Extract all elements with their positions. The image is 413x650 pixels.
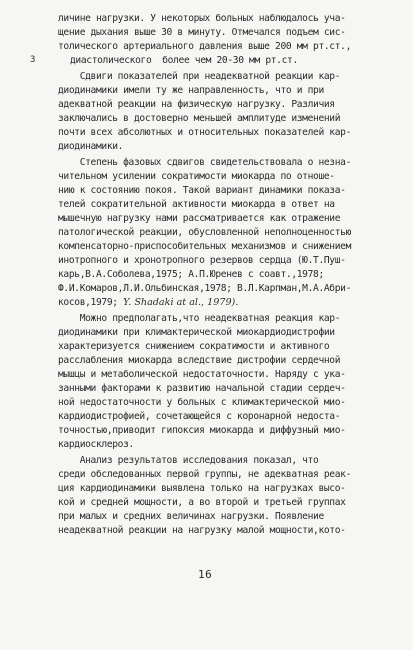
text-line: чительном усилении сократимости миокарда по отноше-: [58, 171, 335, 182]
text-line: телей сократительной активности миокарда в ответ на: [58, 199, 335, 210]
text-line: почти всех абсолютных и относительных показателей кар-: [58, 127, 352, 138]
text-line: ной недостаточности у больных с климактерической мио-: [58, 397, 346, 408]
text-line: диодинамики при климактерической миокардиодистрофии: [58, 327, 335, 338]
text-line: Сдвиги показателей при неадекватной реакции кар-: [58, 71, 341, 82]
text-line: инотропного и хронотропного резервов сердца (Ю.Т.Пуш-: [58, 255, 346, 266]
text-line: компенсаторно-приспособительных механизмов и снижением: [58, 241, 352, 252]
text-line: неадекватной реакции на нагрузку малой мощности,кото-: [58, 525, 346, 536]
text-line: кардиосклероз.: [58, 439, 134, 450]
page-number: 16: [198, 568, 213, 581]
text-line: патологической реакции, обусловленной неполноценностью: [58, 227, 352, 238]
text-line: личине нагрузки. У некоторых больных наблюдалось уча-: [58, 13, 346, 24]
text-line: диодинамики.: [58, 141, 124, 152]
text-line: занными факторами к развитию начальной стадии сердеч-: [58, 383, 346, 394]
text-line: ция кардиодинамики выявлена только на нагрузках высо-: [58, 483, 346, 494]
text-line: диастолического более чем 20-30 мм рт.ст.: [70, 55, 298, 66]
text-fragment: косов,1979;: [58, 297, 124, 308]
text-line: Степень фазовых сдвигов свидетельствовала о незна-: [58, 157, 352, 168]
text-line: Ф.И.Комаров,Л.И.Ольбинская,1978; В.Л.Карпман,М.А.Абри-: [58, 283, 352, 294]
text-line: мышечную нагрузку нами рассматривается как отражение: [58, 213, 341, 224]
handwritten-insert: Y. Shadaki at al., 1979).: [123, 297, 239, 308]
text-line: щение дыхания выше 30 в минуту. Отмечался подъем сис-: [58, 27, 346, 38]
text-line: среди обследованных первой группы, не адекватная реак-: [58, 469, 352, 480]
text-line: мышцы и метаболической недостаточности. Наряду с ука-: [58, 369, 346, 380]
text-line: карь,В.А.Соболева,1975; А.П.Юренев с соавт.,1978;: [58, 269, 324, 280]
text-line: заключались в достоверно меньшей амплитуде изменений: [58, 113, 341, 124]
text-line: толического артериального давления выше 200 мм рт.ст.,: [58, 41, 352, 52]
text-line: диодинамики имели ту же направленность, что и при: [58, 85, 324, 96]
text-line: точностью,приводит гипоксия миокарда и диффузный мио-: [58, 425, 346, 436]
text-line: кардиодистрофией, сочетающейся с коронарной недоста-: [58, 411, 341, 422]
text-line: расслабления миокарда вследствие дистрофии сердечной: [58, 355, 341, 366]
text-line: Можно предполагать,что неадекватная реакция кар-: [58, 313, 341, 324]
text-line: при малых и средних величинах нагрузки. Появление: [58, 511, 324, 522]
text-line: кой и средней мощности, а во второй и третьей группах: [58, 497, 346, 508]
text-line: Анализ результатов исследования показал, что: [58, 455, 319, 466]
margin-note: 3: [30, 55, 36, 65]
text-line: характеризуется снижением сократимости и активного: [58, 341, 330, 352]
text-line: нию к состоянию покоя. Такой вариант динамики показа-: [58, 185, 346, 196]
text-line: адекватной реакции на физическую нагрузку. Различия: [58, 99, 335, 110]
text-line-with-handwriting: [58, 296, 238, 310]
